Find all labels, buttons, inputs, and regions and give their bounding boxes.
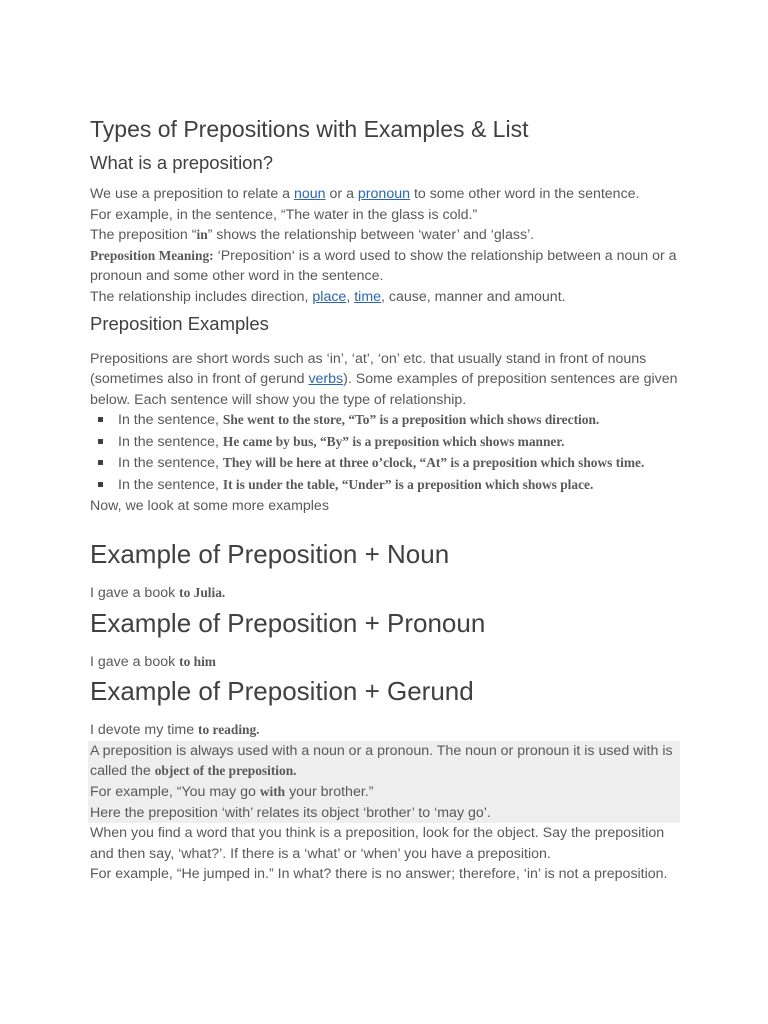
meaning-paragraph	[90, 246, 680, 287]
bold-text: to reading.	[198, 722, 260, 738]
gerund-heading: Example of Preposition + Gerund	[90, 676, 474, 707]
text: or a	[325, 186, 358, 202]
pronoun-link[interactable]: pronoun	[357, 186, 410, 202]
noun-link[interactable]: noun	[294, 186, 326, 202]
pronoun-example	[90, 652, 680, 673]
text: In the sentence,	[118, 412, 223, 429]
text: , cause, manner and amount.	[381, 288, 566, 305]
verbs-link[interactable]: verbs	[308, 371, 344, 388]
text: In the sentence,	[118, 476, 223, 493]
more-examples-text: Now, we look at some more examples	[90, 498, 329, 515]
examples-list	[90, 410, 680, 495]
intro-paragraph-2: For example, in the sentence, “The water in the glass is cold.”	[90, 206, 478, 223]
text: I devote my time	[90, 722, 199, 739]
text: your brother.”	[285, 783, 374, 800]
object-paragraph	[90, 741, 680, 782]
text: ” shows the relationship between ‘water’ and ‘glass’.	[207, 227, 535, 244]
text: ‘Preposition‘ is a word used to show the relationship between a noun or a pronoun and some other word in the sentence.	[90, 247, 677, 285]
bold-text: in	[196, 227, 208, 243]
bold-text: with	[259, 783, 286, 799]
relationship-paragraph	[90, 287, 680, 308]
text: In the sentence,	[118, 455, 223, 472]
noun-example	[90, 583, 680, 604]
place-link[interactable]: place	[312, 288, 347, 305]
bold-text: to Julia.	[179, 584, 226, 600]
intro-paragraph-1	[90, 184, 680, 205]
bold-text: They will be here at three o’clock, “At” is a preposition which shows time.	[222, 455, 645, 471]
examples-intro	[90, 349, 680, 411]
gerund-example	[90, 720, 680, 741]
bold-text: She went to the store, “To” is a preposition which shows direction.	[222, 412, 600, 428]
what-heading: What is a preposition?	[90, 152, 274, 173]
list-item	[118, 453, 680, 474]
text: I gave a book	[90, 584, 180, 601]
text: We use a preposition to relate a	[90, 186, 295, 202]
page-title: Types of Prepositions with Examples & List	[90, 116, 529, 142]
text: The preposition “	[90, 227, 197, 244]
bold-text: It is under the table, “Under” is a preposition which shows place.	[222, 476, 594, 492]
bold-text: object of the preposition.	[154, 763, 297, 779]
pronoun-heading: Example of Preposition + Pronoun	[90, 607, 486, 638]
text: ). Some examples of preposition sentences are given below. Each sentence will show you the type of relationship.	[90, 371, 678, 408]
list-item	[118, 432, 680, 453]
text: For example, “You may go	[90, 783, 260, 800]
meaning-label: Preposition Meaning:	[90, 247, 214, 263]
jumped-paragraph: For example, “He jumped in.” In what? there is no answer; therefore, ‘in’ is not a preposition.	[90, 866, 668, 883]
document-content	[90, 114, 680, 885]
text: Prepositions are short words such as ‘in’, ‘at’, ‘on’ etc. that usually stand in front of nouns (sometimes also in front of gerund	[90, 350, 647, 388]
bold-text: He came by bus, “By” is a preposition which shows manner.	[222, 433, 565, 449]
text: to some other word in the sentence.	[410, 186, 640, 202]
text: ,	[346, 288, 355, 305]
list-item	[118, 475, 680, 496]
text: I gave a book	[90, 653, 180, 670]
intro-paragraph-3	[90, 225, 680, 246]
noun-heading: Example of Preposition + Noun	[90, 538, 450, 569]
highlighted-block	[88, 741, 680, 823]
examples-heading: Preposition Examples	[90, 312, 269, 334]
text: In the sentence,	[118, 433, 223, 450]
text: A preposition is always used with a noun or a pronoun. The noun or pronoun it is used with is called the	[90, 742, 673, 780]
list-item	[118, 410, 680, 431]
text: The relationship includes direction,	[90, 288, 313, 305]
find-paragraph: When you find a word that you think is a preposition, look for the object. Say the preposition and then say, ‘what?’. If there is a ‘what’ or ‘when’ you have a preposition.	[90, 825, 665, 862]
with-example	[90, 782, 680, 803]
relates-paragraph: Here the preposition ‘with’ relates its object ‘brother’ to ‘may go’.	[90, 804, 491, 821]
time-link[interactable]: time	[354, 288, 382, 305]
bold-text: to him	[179, 653, 216, 669]
